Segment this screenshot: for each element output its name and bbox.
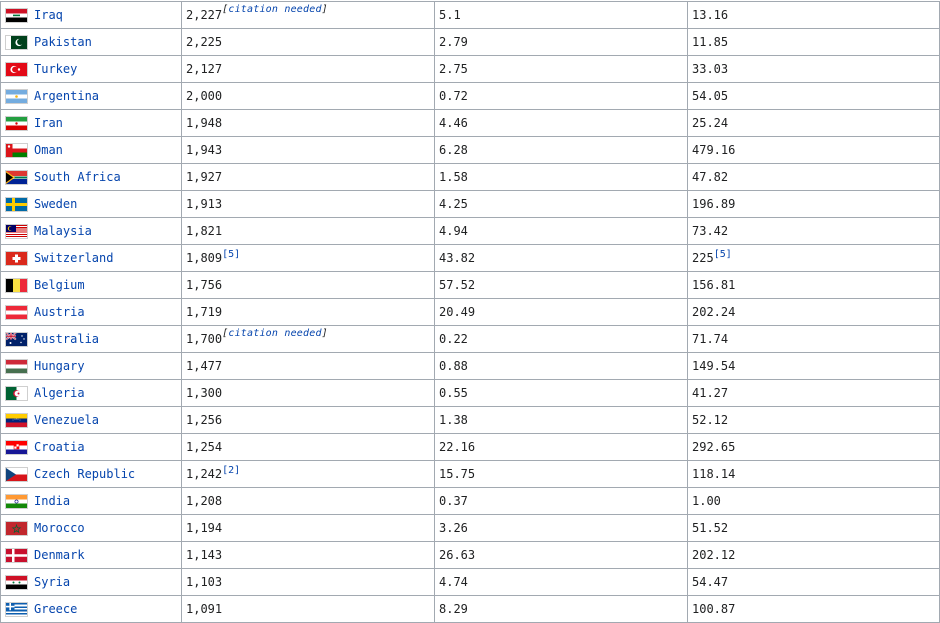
value-cell-3 — [688, 56, 940, 83]
country-cell — [1, 191, 182, 218]
value-cell-3 — [688, 29, 940, 56]
value-cell-3 — [688, 380, 940, 407]
value-1: 1,300 — [186, 386, 223, 400]
algeria-flag-icon — [5, 386, 28, 401]
value-1: 2,127 — [186, 62, 223, 76]
value-3: 25.24 — [692, 116, 729, 130]
table-row — [1, 191, 940, 218]
value-cell-1 — [182, 83, 435, 110]
austria-flag-icon — [5, 305, 28, 320]
country-link[interactable]: Australia — [34, 331, 100, 346]
country-link[interactable]: Argentina — [34, 88, 100, 103]
country-link[interactable]: Pakistan — [34, 34, 92, 49]
greece-flag-icon — [5, 602, 28, 617]
value-3: 479.16 — [692, 143, 736, 157]
value-cell-1 — [182, 380, 435, 407]
value-3: 225 — [692, 251, 714, 265]
value-cell-1 — [182, 137, 435, 164]
iraq-flag-icon — [5, 8, 28, 23]
value-3: 52.12 — [692, 413, 729, 427]
country-link[interactable]: Czech Republic — [34, 466, 136, 481]
value-1: 1,927 — [186, 170, 223, 184]
hungary-flag-icon — [5, 359, 28, 374]
value-cell-2: 8.29 — [435, 596, 688, 623]
value-cell-2: 2.75 — [435, 56, 688, 83]
value-1: 2,227 — [186, 8, 223, 22]
country-link[interactable]: Hungary — [34, 358, 85, 373]
citation-needed-tag[interactable]: [citation needed] — [222, 4, 328, 15]
country-cell — [1, 326, 182, 353]
value-cell-1 — [182, 569, 435, 596]
turkey-flag-icon — [5, 62, 28, 77]
value-cell-3 — [688, 272, 940, 299]
value-cell-1 — [182, 326, 435, 353]
value-cell-3 — [688, 434, 940, 461]
country-link[interactable]: Denmark — [34, 547, 85, 562]
value-3: 33.03 — [692, 62, 729, 76]
value-1: 1,948 — [186, 116, 223, 130]
country-cell — [1, 461, 182, 488]
value-cell-2: 4.46 — [435, 110, 688, 137]
country-cell — [1, 434, 182, 461]
morocco-flag-icon — [5, 521, 28, 536]
value-1: 1,756 — [186, 278, 223, 292]
country-cell — [1, 407, 182, 434]
country-link[interactable]: Syria — [34, 574, 71, 589]
country-link[interactable]: Oman — [34, 142, 63, 157]
country-link[interactable]: Greece — [34, 601, 78, 616]
value-cell-1 — [182, 461, 435, 488]
value-cell-2: 4.94 — [435, 218, 688, 245]
denmark-flag-icon — [5, 548, 28, 563]
value-cell-3 — [688, 569, 940, 596]
value-1: 1,821 — [186, 224, 223, 238]
value-cell-1 — [182, 353, 435, 380]
country-link[interactable]: Iraq — [34, 7, 63, 22]
value-cell-2: 0.22 — [435, 326, 688, 353]
value-cell-1 — [182, 515, 435, 542]
value-cell-2: 3.26 — [435, 515, 688, 542]
table-row — [1, 83, 940, 110]
value-3: 202.24 — [692, 305, 736, 319]
table-row — [1, 515, 940, 542]
value-1: 2,225 — [186, 35, 223, 49]
syria-flag-icon — [5, 575, 28, 590]
country-cell — [1, 83, 182, 110]
value-cell-1 — [182, 596, 435, 623]
country-link[interactable]: India — [34, 493, 71, 508]
country-cell — [1, 272, 182, 299]
value-1: 1,943 — [186, 143, 223, 157]
iran-flag-icon — [5, 116, 28, 131]
country-link[interactable]: Sweden — [34, 196, 78, 211]
value-cell-3 — [688, 299, 940, 326]
reference-link[interactable]: [5] — [222, 249, 241, 260]
country-cell — [1, 137, 182, 164]
value-3: 54.05 — [692, 89, 729, 103]
country-cell — [1, 56, 182, 83]
country-cell — [1, 380, 182, 407]
table-row — [1, 164, 940, 191]
country-link[interactable]: Belgium — [34, 277, 85, 292]
value-cell-2: 0.55 — [435, 380, 688, 407]
south-africa-flag-icon — [5, 170, 28, 185]
country-link[interactable]: Venezuela — [34, 412, 100, 427]
value-cell-1 — [182, 488, 435, 515]
value-cell-3 — [688, 2, 940, 29]
venezuela-flag-icon — [5, 413, 28, 428]
table-row — [1, 569, 940, 596]
value-cell-2: 20.49 — [435, 299, 688, 326]
value-cell-2: 57.52 — [435, 272, 688, 299]
value-1: 1,254 — [186, 440, 223, 454]
value-3: 73.42 — [692, 224, 729, 238]
citation-needed-link[interactable]: citation needed — [228, 4, 322, 15]
value-1: 1,143 — [186, 548, 223, 562]
value-3: 13.16 — [692, 8, 729, 22]
value-cell-2: 0.72 — [435, 83, 688, 110]
table-row — [1, 29, 940, 56]
australia-flag-icon — [5, 332, 28, 347]
country-cell — [1, 164, 182, 191]
value-cell-2: 43.82 — [435, 245, 688, 272]
value-3: 149.54 — [692, 359, 736, 373]
value-cell-1 — [182, 407, 435, 434]
india-flag-icon — [5, 494, 28, 509]
value-1: 1,091 — [186, 602, 223, 616]
value-1: 1,103 — [186, 575, 223, 589]
country-link[interactable]: Morocco — [34, 520, 85, 535]
value-cell-2: 26.63 — [435, 542, 688, 569]
switzerland-flag-icon — [5, 251, 28, 266]
value-1: 2,000 — [186, 89, 223, 103]
country-link[interactable]: Turkey — [34, 61, 78, 76]
value-3: 100.87 — [692, 602, 736, 616]
value-cell-3 — [688, 326, 940, 353]
country-cell — [1, 353, 182, 380]
value-3: 196.89 — [692, 197, 736, 211]
value-cell-3 — [688, 218, 940, 245]
table-row — [1, 326, 940, 353]
value-cell-2: 6.28 — [435, 137, 688, 164]
value-cell-3 — [688, 596, 940, 623]
value-cell-1 — [182, 542, 435, 569]
value-cell-3 — [688, 461, 940, 488]
value-cell-2: 5.1 — [435, 2, 688, 29]
value-3: 156.81 — [692, 278, 736, 292]
table-body — [1, 2, 940, 623]
value-cell-2: 4.25 — [435, 191, 688, 218]
country-link[interactable]: Switzerland — [34, 250, 114, 265]
value-cell-1 — [182, 2, 435, 29]
country-link[interactable]: Iran — [34, 115, 63, 130]
sweden-flag-icon — [5, 197, 28, 212]
croatia-flag-icon — [5, 440, 28, 455]
value-cell-3 — [688, 245, 940, 272]
table-row — [1, 380, 940, 407]
value-1: 1,700 — [186, 332, 223, 346]
value-cell-1 — [182, 56, 435, 83]
pakistan-flag-icon — [5, 35, 28, 50]
value-3: 54.47 — [692, 575, 729, 589]
value-3: 202.12 — [692, 548, 736, 562]
table-row — [1, 434, 940, 461]
country-cell — [1, 488, 182, 515]
value-cell-3 — [688, 488, 940, 515]
belgium-flag-icon — [5, 278, 28, 293]
value-cell-3 — [688, 110, 940, 137]
country-cell — [1, 218, 182, 245]
value-1: 1,256 — [186, 413, 223, 427]
value-cell-1 — [182, 29, 435, 56]
value-cell-1 — [182, 245, 435, 272]
country-cell — [1, 2, 182, 29]
value-1: 1,913 — [186, 197, 223, 211]
table-row — [1, 272, 940, 299]
country-cell — [1, 299, 182, 326]
country-cell — [1, 110, 182, 137]
value-1: 1,477 — [186, 359, 223, 373]
value-cell-2: 1.58 — [435, 164, 688, 191]
value-cell-1 — [182, 191, 435, 218]
value-cell-2: 0.88 — [435, 353, 688, 380]
reference-link[interactable]: [5] — [713, 249, 732, 260]
czech-republic-flag-icon — [5, 467, 28, 482]
country-link[interactable]: Croatia — [34, 439, 85, 454]
table-row — [1, 218, 940, 245]
value-cell-3 — [688, 353, 940, 380]
country-link[interactable]: South Africa — [34, 169, 121, 184]
country-link[interactable]: Algeria — [34, 385, 85, 400]
country-data-table — [0, 1, 940, 623]
value-cell-2: 4.74 — [435, 569, 688, 596]
country-cell — [1, 542, 182, 569]
value-cell-3 — [688, 164, 940, 191]
value-cell-2: 2.79 — [435, 29, 688, 56]
value-3: 292.65 — [692, 440, 736, 454]
country-cell — [1, 515, 182, 542]
value-cell-2: 15.75 — [435, 461, 688, 488]
value-3: 41.27 — [692, 386, 729, 400]
table-row — [1, 407, 940, 434]
country-link[interactable]: Malaysia — [34, 223, 92, 238]
value-1: 1,809 — [186, 251, 223, 265]
value-cell-3 — [688, 515, 940, 542]
table-row — [1, 299, 940, 326]
table-row — [1, 461, 940, 488]
table-row — [1, 137, 940, 164]
citation-needed-tag[interactable]: [citation needed] — [222, 328, 328, 339]
value-cell-1 — [182, 164, 435, 191]
table-row — [1, 353, 940, 380]
value-cell-3 — [688, 407, 940, 434]
value-3: 118.14 — [692, 467, 736, 481]
value-1: 1,719 — [186, 305, 223, 319]
value-cell-3 — [688, 83, 940, 110]
value-1: 1,208 — [186, 494, 223, 508]
value-3: 47.82 — [692, 170, 729, 184]
value-cell-2: 22.16 — [435, 434, 688, 461]
value-cell-1 — [182, 299, 435, 326]
value-3: 1.00 — [692, 494, 721, 508]
table-row — [1, 110, 940, 137]
value-cell-1 — [182, 272, 435, 299]
citation-needed-link[interactable]: citation needed — [228, 328, 322, 339]
value-3: 11.85 — [692, 35, 729, 49]
value-cell-1 — [182, 218, 435, 245]
value-1: 1,242 — [186, 467, 223, 481]
value-cell-3 — [688, 191, 940, 218]
table-row — [1, 542, 940, 569]
value-cell-2: 0.37 — [435, 488, 688, 515]
table-row — [1, 56, 940, 83]
table-row — [1, 488, 940, 515]
reference-link[interactable]: [2] — [222, 465, 241, 476]
malaysia-flag-icon — [5, 224, 28, 239]
argentina-flag-icon — [5, 89, 28, 104]
value-cell-1 — [182, 110, 435, 137]
country-cell — [1, 29, 182, 56]
value-cell-1 — [182, 434, 435, 461]
value-3: 51.52 — [692, 521, 729, 535]
value-3: 71.74 — [692, 332, 729, 346]
value-cell-3 — [688, 137, 940, 164]
value-cell-2: 1.38 — [435, 407, 688, 434]
value-1: 1,194 — [186, 521, 223, 535]
table-row — [1, 2, 940, 29]
table-row — [1, 596, 940, 623]
value-cell-3 — [688, 542, 940, 569]
country-cell — [1, 569, 182, 596]
country-cell — [1, 596, 182, 623]
table-row — [1, 245, 940, 272]
country-cell — [1, 245, 182, 272]
country-link[interactable]: Austria — [34, 304, 85, 319]
oman-flag-icon — [5, 143, 28, 158]
